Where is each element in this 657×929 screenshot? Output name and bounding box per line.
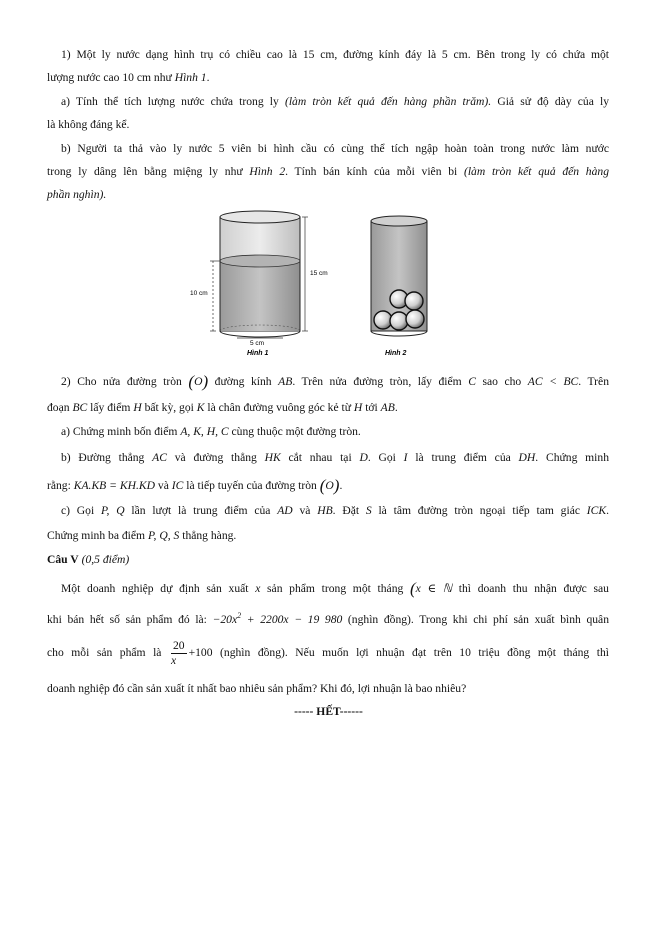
math: BC — [72, 401, 88, 414]
ball — [374, 311, 392, 329]
problem-1a-line-1 — [61, 96, 609, 108]
text: lượng nước cao 10 cm như — [47, 71, 175, 84]
problem-1b-line-2 — [47, 166, 609, 178]
text: cắt nhau tại — [280, 451, 360, 464]
text: và — [292, 504, 318, 517]
problem-5-line-1 — [61, 580, 609, 597]
label-5cm: 5 cm — [250, 340, 265, 347]
text: b) Người ta thả vào ly nước 5 viên bi hình cầu có cùng thể tích ngập hoàn toàn trong nước làm nước — [61, 142, 609, 155]
problem-2b-line-2 — [47, 477, 342, 494]
paren: ( — [410, 579, 416, 598]
text: . Đặt — [332, 504, 366, 517]
math: O — [325, 479, 334, 492]
problem-5-line-4 — [47, 683, 466, 695]
math: +100 — [188, 645, 213, 659]
problem-1-line-2 — [47, 72, 210, 84]
figure-ref: Hình 1 — [174, 71, 207, 84]
text: 1) Một ly nước dạng hình trụ có chiều cao là 15 cm, đường kính đáy là 5 cm. Bên trong ly có chứa một — [61, 48, 609, 61]
math: KA.KB = KH.KD — [73, 479, 155, 492]
ball — [390, 312, 408, 330]
text: . Gọi — [367, 451, 404, 464]
problem-5-line-2 — [47, 612, 609, 625]
math: HB — [317, 504, 333, 517]
cylinder-figures — [185, 205, 445, 363]
problem-1a-line-2 — [47, 119, 129, 131]
text: c) Gọi — [61, 504, 101, 517]
figure-1 — [190, 211, 328, 357]
math: AB — [278, 375, 293, 388]
text: đoạn — [47, 401, 73, 414]
problem-2-line-2 — [47, 402, 398, 414]
text: cùng thuộc một đường tròn. — [228, 425, 361, 438]
text: bất kỳ, gọi — [141, 401, 197, 414]
paren: ( — [319, 476, 326, 495]
note: phần nghìn). — [47, 188, 107, 201]
paren: ) — [202, 372, 209, 391]
text: thẳng hàng. — [179, 529, 237, 542]
math: I — [403, 451, 408, 464]
text: . — [339, 479, 343, 492]
text: lần lượt là trung điểm của — [124, 504, 278, 517]
math: DH — [518, 451, 536, 464]
figure-ref: Hình 2 — [249, 165, 286, 178]
problem-2a — [61, 426, 361, 438]
text: . — [206, 71, 210, 84]
heading: Câu V — [47, 553, 79, 566]
paren: ) — [333, 476, 340, 495]
text: đường kính — [208, 375, 279, 388]
text: . Trên nửa đường tròn, lấy điểm — [292, 375, 469, 388]
text: (nghìn đồng). Trong khi chi phí sản xuất bình quân — [342, 612, 609, 626]
problem-2c-line-1 — [61, 505, 609, 517]
text: rằng: — [47, 479, 74, 492]
math: ICK — [586, 504, 607, 517]
text: a) Chứng minh bốn điểm — [61, 425, 181, 438]
text: b) Đường thẳng — [61, 451, 153, 464]
label-15cm: 15 cm — [310, 270, 328, 277]
problem-2c-line-2 — [47, 530, 236, 542]
text: . Trên — [578, 375, 609, 388]
math: H — [133, 401, 142, 414]
ball — [405, 292, 423, 310]
math: P, Q — [100, 504, 125, 517]
text: sao cho — [475, 375, 528, 388]
problem-2b-line-1 — [61, 452, 609, 464]
problem-1-line-1 — [61, 49, 609, 61]
text: (nghìn đồng). Nếu muốn lợi nhuận đạt trên 10 triệu đồng một tháng thì — [212, 645, 609, 659]
text: là trung điểm của — [407, 451, 519, 464]
note: (làm tròn kết quả đến hàng — [463, 165, 609, 178]
math: D — [359, 451, 368, 464]
figure-2 — [371, 216, 427, 357]
math: O — [194, 375, 203, 388]
problem-2-line-1 — [61, 373, 609, 390]
score: (0,5 điểm) — [78, 553, 130, 566]
text: cho mỗi sản phẩm là — [47, 645, 169, 659]
problem-1b-line-1 — [61, 143, 609, 155]
text: sản phẩm trong một tháng — [260, 582, 410, 595]
text: Chứng minh ba điểm — [47, 529, 148, 542]
text: là chân đường vuông góc kẻ từ — [204, 401, 354, 414]
text: là không đáng kể. — [47, 118, 130, 131]
math: AC < BC — [527, 375, 579, 388]
numerator: 20 — [172, 639, 185, 652]
text: Giả sử độ dày của ly — [491, 95, 609, 108]
text: là tâm đường tròn ngoại tiếp tam giác — [371, 504, 587, 517]
math: C — [468, 375, 476, 388]
text: và đường thẳng — [166, 451, 265, 464]
figure-1-caption: Hình 1 — [247, 350, 269, 357]
text: lấy điểm — [87, 401, 134, 414]
math: AB — [380, 401, 395, 414]
text: thì doanh thu nhận được sau — [452, 582, 609, 595]
math: K — [196, 401, 205, 414]
text: . — [394, 401, 398, 414]
paren: ( — [188, 372, 195, 391]
text: a) Tính thể tích lượng nước chứa trong ly — [61, 95, 285, 108]
denominator: x — [170, 653, 177, 667]
text: và — [155, 479, 172, 492]
text: là tiếp tuyến của đường tròn — [183, 479, 320, 492]
text: . — [606, 504, 610, 517]
text: Một doanh nghiệp dự định sản xuất — [61, 582, 256, 595]
math: x — [255, 582, 261, 595]
section-heading-cau-v — [47, 554, 129, 566]
text: doanh nghiệp đó cần sản xuất ít nhất bao nhiêu sản phẩm? Khi đó, lợi nhuận là bao nhiêu? — [47, 682, 467, 695]
label-10cm: 10 cm — [190, 290, 208, 297]
end-marker: ----- HẾT------ — [294, 705, 363, 718]
text: 2) Cho nửa đường tròn — [61, 375, 189, 388]
fraction — [171, 640, 187, 666]
math: x ∈ ℕ — [415, 582, 453, 595]
text: trong ly dâng lên bằng miệng ly như — [47, 165, 250, 178]
figure-2-caption: Hình 2 — [385, 350, 407, 357]
math: + 2200x − 19 980 — [241, 612, 343, 626]
math: −20x — [212, 612, 238, 626]
text: tới — [362, 401, 381, 414]
math: AD — [277, 504, 293, 517]
math: IC — [171, 479, 184, 492]
text: khi bán hết số sản phẩm đó là: — [47, 612, 213, 626]
math: H — [353, 401, 363, 414]
math: HK — [264, 451, 281, 464]
math: S — [365, 504, 372, 517]
ball — [406, 310, 424, 328]
problem-5-line-3 — [47, 640, 609, 666]
math: A, K, H, C — [180, 425, 229, 438]
math: 2 — [237, 611, 242, 620]
problem-1b-line-3 — [47, 189, 106, 201]
text: . Chứng minh — [535, 451, 609, 464]
text: . Tính bán kính của mỗi viên bi — [285, 165, 464, 178]
note: (làm tròn kết quả đến hàng phần trăm). — [284, 95, 492, 108]
math: P, Q, S — [147, 529, 180, 542]
math: AC — [152, 451, 167, 464]
